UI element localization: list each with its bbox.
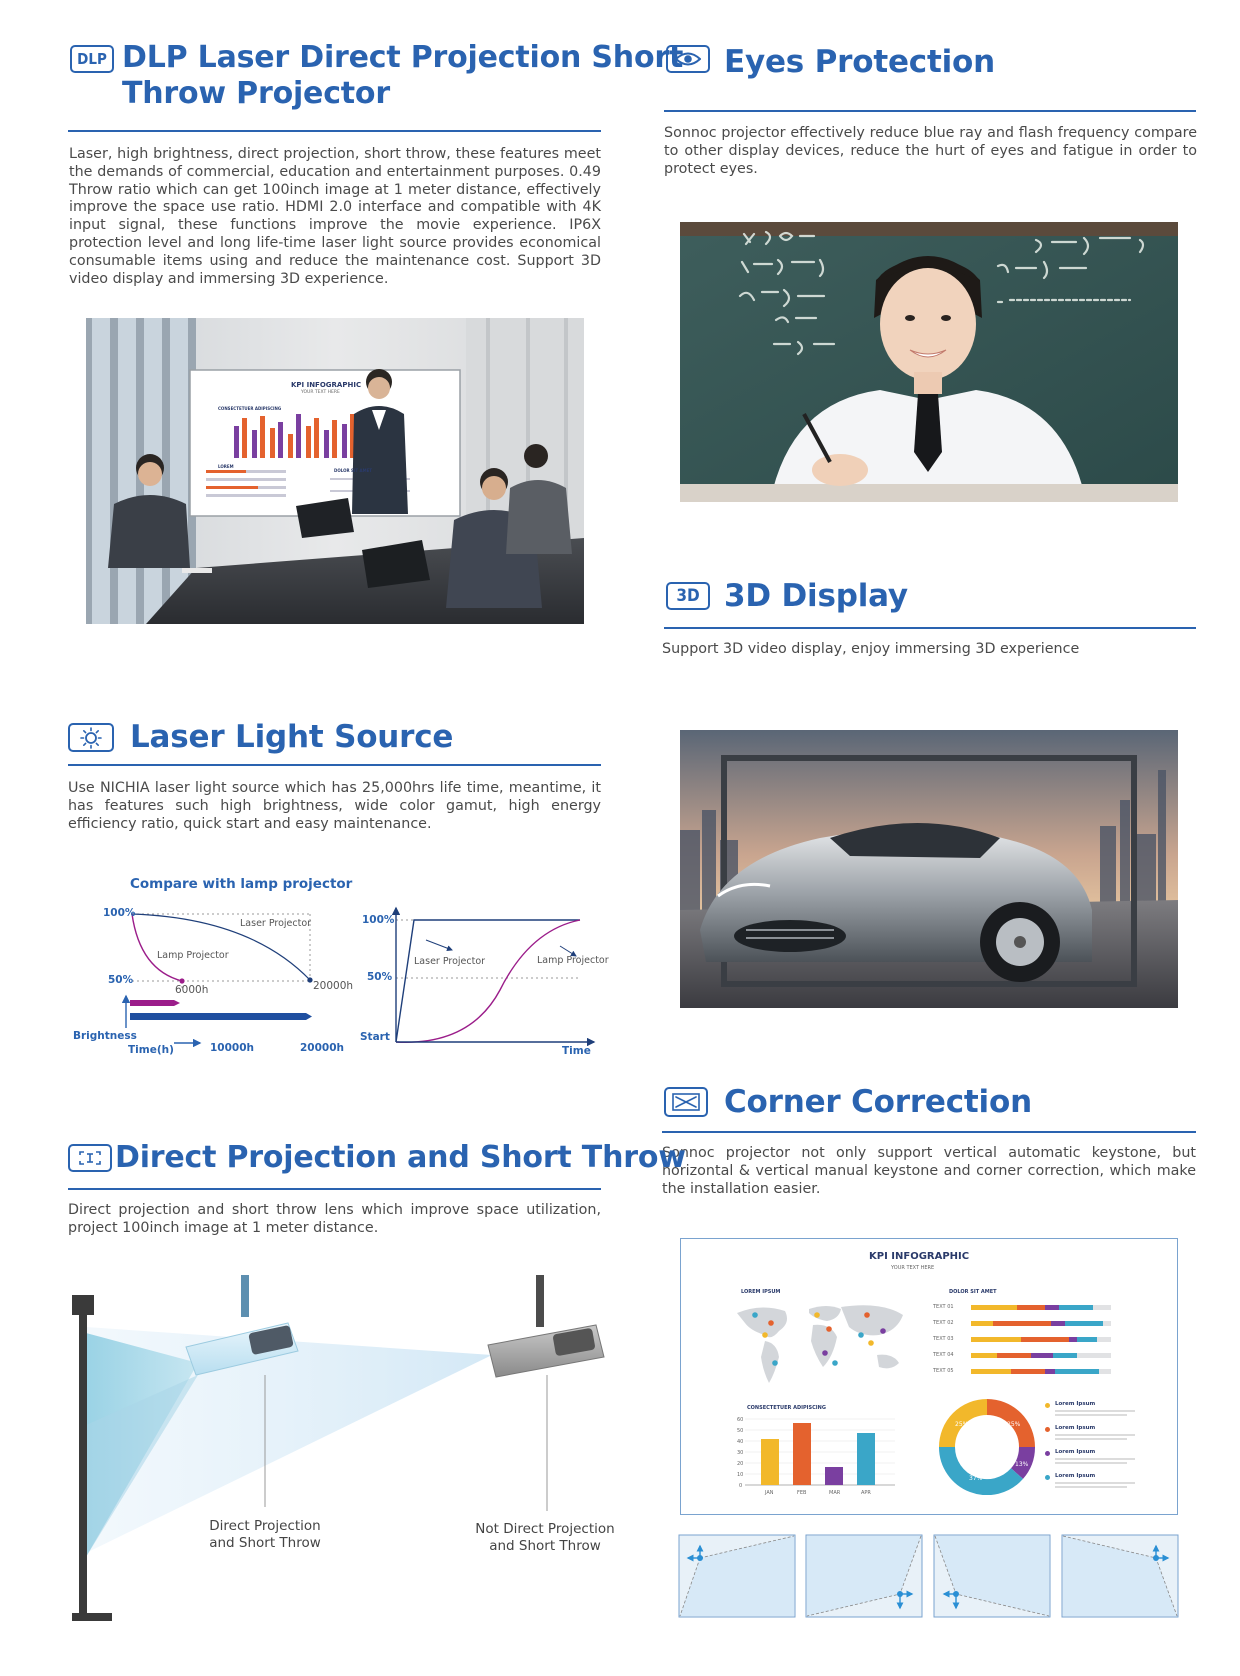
meeting-screen-chart-label: CONSECTETUER ADIPISCING [218, 406, 282, 411]
direct-title: Direct Projection and Short Throw [115, 1140, 686, 1175]
meeting-screen-right-label: DOLOR SIT AMET [334, 468, 373, 473]
kpi-legend-label-4: Lorem Ipsum [1055, 1473, 1096, 1479]
kpi-legend-label-3: Lorem Ipsum [1055, 1449, 1096, 1455]
eyes-text: Sonnoc projector effectively reduce blue ray and flash frequency compare to other display devices, reduce the hurt of eyes and fatigue in order to protect eyes. [664, 125, 1197, 177]
kpi-world-map [731, 1301, 911, 1387]
kpi-ytick-20: 20 [737, 1461, 744, 1467]
chart1-time: Time(h) [128, 1044, 174, 1056]
direct-caption1-line2: and Short Throw [209, 1535, 321, 1551]
laser-title: Laser Light Source [130, 719, 454, 755]
kpi-donut-chart [939, 1399, 1035, 1495]
kpi-row-2-label: TEXT 02 [933, 1320, 954, 1326]
direct-rule [68, 1188, 601, 1190]
projection-diagram [60, 1275, 620, 1631]
kpi-legend-label-2: Lorem Ipsum [1055, 1425, 1096, 1431]
dlp-title [122, 40, 683, 112]
kpi-donut-label-3: 13% [1015, 1461, 1029, 1468]
lamp-vs-laser-startup-chart [390, 900, 600, 1060]
eye-icon [666, 45, 710, 73]
corner-thumb-bottom-right [806, 1535, 922, 1617]
kpi-ytick-30: 30 [737, 1450, 744, 1456]
car-3d-illustration [680, 730, 1178, 1008]
kpi-donut-label-2: 25% [1007, 1421, 1021, 1428]
chart1-x20000: 20000h [300, 1042, 345, 1054]
meeting-screen-subtitle: YOUR TEXT HERE [301, 390, 340, 395]
sun-icon-glyph [79, 727, 103, 749]
student-photo [680, 222, 1178, 502]
corner-correction-thumbnails [678, 1534, 1180, 1620]
meeting-screen-title: KPI INFOGRAPHIC [291, 381, 362, 389]
focus-frame-icon [68, 1144, 112, 1172]
direct-caption2-line2: and Short Throw [489, 1538, 601, 1554]
kpi-month-apr: APR [861, 1490, 871, 1496]
3d-text: Support 3D video display, enjoy immersing 3D experience [662, 641, 1080, 657]
chart1-laser-label: Laser Projector [240, 918, 312, 929]
kpi-ytick-50: 50 [737, 1428, 744, 1434]
meeting-screen-left-label: LOREM [218, 464, 234, 469]
laser-rule [68, 764, 601, 766]
meeting-room-photo [86, 318, 584, 624]
dlp-title-line1: DLP Laser Direct Projection Short [122, 40, 684, 75]
kpi-ytick-60: 60 [737, 1417, 744, 1423]
kpi-bars-label: DOLOR SIT AMET [949, 1289, 997, 1295]
dlp-badge-text: DLP [77, 50, 107, 68]
dlp-rule [68, 130, 601, 132]
eye-icon-glyph [675, 51, 701, 67]
eyes-title: Eyes Protection [724, 44, 995, 80]
corner-thumb-top-right [1062, 1535, 1178, 1617]
kpi-row-5-label: TEXT 05 [933, 1368, 954, 1374]
direct-caption-long-throw [455, 1521, 635, 1555]
chart1-t6000: 6000h [175, 984, 209, 996]
direct-text: Direct projection and short throw lens which improve space utilization, project 100inch image at 1 meter distance. [68, 1202, 601, 1236]
chart1-lamp-label: Lamp Projector [157, 950, 229, 961]
kpi-donut-label-4: 37% [969, 1475, 983, 1482]
corner-title: Corner Correction [724, 1084, 1032, 1120]
corner-thumb-top-left [679, 1535, 795, 1617]
dlp-text: Laser, high brightness, direct projection, short throw, these features meet the demands of commercial, education and entertainment purposes. 0.49 Throw ratio which can get 100inch image at 1 meter distance, effectively improve the space use ratio. HDMI 2.0 interface and compatible with 4K input signal, these functions improve the movie experience. IP6X protection level and long life-time laser light source provides economical consumable items using and reduce the maintenance cost. Support 3D video display and immersing 3D experience. [69, 146, 601, 287]
eyes-rule [664, 110, 1196, 112]
laser-text: Use NICHIA laser light source which has 25,000hrs life time, meantime, it has features such high brightness, wide color gamut, high energy efficiency ratio, quick start and easy maintenance. [68, 780, 601, 832]
dlp-badge-icon [70, 45, 114, 73]
corner-correction-glyph [671, 1092, 701, 1112]
corner-thumb-bottom-left [934, 1535, 1050, 1617]
kpi-month-feb: FEB [797, 1490, 807, 1496]
3d-rule [664, 627, 1196, 629]
kpi-ytick-40: 40 [737, 1439, 744, 1445]
chart1-y100: 100% [103, 907, 136, 919]
kpi-legend [1045, 1401, 1165, 1497]
chart1-x10000: 10000h [210, 1042, 255, 1054]
car-3d-photo [680, 730, 1178, 1008]
chart1-t20000: 20000h [313, 980, 354, 992]
kpi-month-jan: JAN [765, 1490, 774, 1496]
kpi-chart-label: CONSECTETUER ADIPISCING [747, 1405, 826, 1411]
kpi-title: KPI INFOGRAPHIC [869, 1251, 970, 1262]
kpi-row-1-label: TEXT 01 [933, 1304, 954, 1310]
kpi-map-label: LOREM IPSUM [741, 1289, 781, 1295]
chart2-y50: 50% [367, 971, 393, 983]
chart2-time: Time [562, 1045, 591, 1057]
chart2-laser-label: Laser Projector [414, 956, 486, 967]
kpi-legend-item [1045, 1425, 1165, 1449]
kpi-subtitle: YOUR TEXT HERE [891, 1265, 935, 1271]
chart2-start: Start [360, 1031, 390, 1043]
kpi-stacked-bars [971, 1303, 1111, 1379]
focus-frame-glyph [77, 1149, 103, 1167]
laser-chart-title: Compare with lamp projector [130, 876, 353, 892]
3d-title: 3D Display [724, 578, 908, 614]
direct-caption-short-throw [190, 1518, 340, 1552]
kpi-ytick-0: 0 [739, 1483, 743, 1489]
kpi-donut-label-1: 25% [955, 1421, 969, 1428]
corner-rule [662, 1131, 1196, 1133]
chart1-brightness: Brightness [73, 1030, 137, 1042]
sun-icon [68, 723, 114, 752]
student-illustration [680, 222, 1178, 502]
kpi-row-4-label: TEXT 04 [933, 1352, 954, 1358]
corner-correction-icon [664, 1087, 708, 1117]
direct-caption1-line1: Direct Projection [209, 1518, 321, 1534]
kpi-legend-item [1045, 1473, 1165, 1497]
3d-badge-text: 3D [676, 586, 700, 606]
chart1-y50: 50% [108, 974, 134, 986]
corner-text: Sonnoc projector not only support vertical automatic keystone, but horizontal & vertical manual keystone and corner correction, which make the installation easier. [662, 1145, 1196, 1197]
kpi-infographic [680, 1238, 1178, 1515]
direct-caption2-line1: Not Direct Projection [475, 1521, 615, 1537]
kpi-month-mar: MAR [829, 1490, 841, 1496]
kpi-legend-item [1045, 1401, 1165, 1425]
kpi-legend-item [1045, 1449, 1165, 1473]
dlp-title-line2: Throw Projector [122, 76, 390, 111]
chart2-lamp-label: Lamp Projector [537, 955, 609, 966]
3d-badge-icon [666, 582, 710, 610]
chart2-y100: 100% [362, 914, 395, 926]
kpi-legend-label-1: Lorem Ipsum [1055, 1401, 1096, 1407]
kpi-row-3-label: TEXT 03 [933, 1336, 954, 1342]
kpi-column-chart [745, 1417, 895, 1489]
kpi-ytick-10: 10 [737, 1472, 744, 1478]
